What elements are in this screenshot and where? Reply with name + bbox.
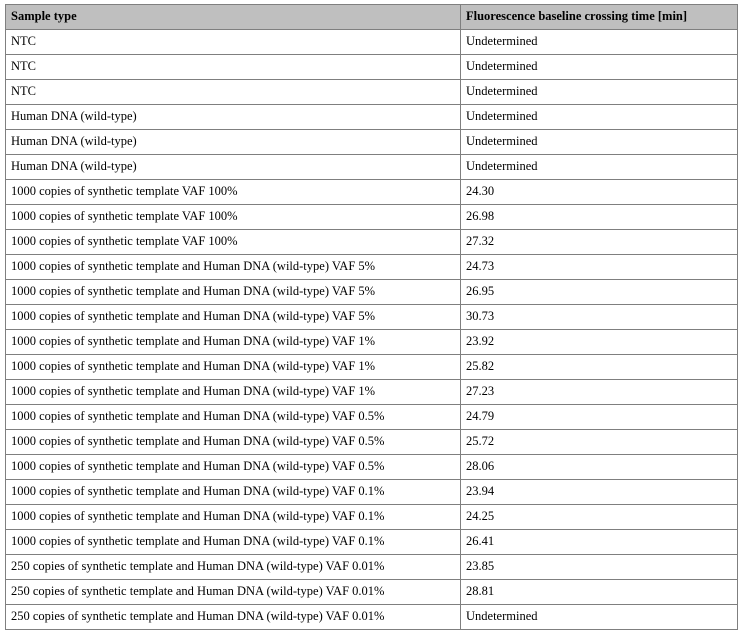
- cell-crossing-time: Undetermined: [461, 55, 738, 80]
- cell-sample-type: Human DNA (wild-type): [6, 155, 461, 180]
- table-row: [6, 105, 738, 130]
- column-header-crossing-time: Fluorescence baseline crossing time [min]: [461, 5, 738, 30]
- table-row: [6, 255, 738, 280]
- cell-sample-type: 1000 copies of synthetic template and Human DNA (wild-type) VAF 0.1%: [6, 480, 461, 505]
- table-row: [6, 180, 738, 205]
- results-table: [5, 4, 738, 630]
- cell-sample-type: 250 copies of synthetic template and Human DNA (wild-type) VAF 0.01%: [6, 555, 461, 580]
- cell-crossing-time: 23.92: [461, 330, 738, 355]
- cell-sample-type: 1000 copies of synthetic template and Human DNA (wild-type) VAF 0.5%: [6, 405, 461, 430]
- table-row: [6, 305, 738, 330]
- cell-sample-type: Human DNA (wild-type): [6, 130, 461, 155]
- cell-sample-type: NTC: [6, 30, 461, 55]
- cell-crossing-time: 26.95: [461, 280, 738, 305]
- cell-sample-type: 250 copies of synthetic template and Human DNA (wild-type) VAF 0.01%: [6, 580, 461, 605]
- cell-crossing-time: Undetermined: [461, 30, 738, 55]
- cell-crossing-time: 27.23: [461, 380, 738, 405]
- cell-sample-type: 1000 copies of synthetic template and Human DNA (wild-type) VAF 0.1%: [6, 505, 461, 530]
- table-row: [6, 330, 738, 355]
- cell-crossing-time: 24.79: [461, 405, 738, 430]
- cell-sample-type: 1000 copies of synthetic template VAF 100%: [6, 230, 461, 255]
- table-header: [6, 5, 738, 30]
- cell-sample-type: 1000 copies of synthetic template and Human DNA (wild-type) VAF 0.5%: [6, 430, 461, 455]
- table-row: [6, 455, 738, 480]
- cell-sample-type: 1000 copies of synthetic template and Human DNA (wild-type) VAF 1%: [6, 355, 461, 380]
- table-row: [6, 130, 738, 155]
- cell-crossing-time: 24.30: [461, 180, 738, 205]
- cell-crossing-time: Undetermined: [461, 80, 738, 105]
- table-header-row: [6, 5, 738, 30]
- cell-crossing-time: Undetermined: [461, 155, 738, 180]
- cell-crossing-time: 24.25: [461, 505, 738, 530]
- cell-sample-type: 1000 copies of synthetic template and Human DNA (wild-type) VAF 5%: [6, 255, 461, 280]
- cell-crossing-time: 23.94: [461, 480, 738, 505]
- table-row: [6, 555, 738, 580]
- table-row: [6, 30, 738, 55]
- cell-crossing-time: 28.81: [461, 580, 738, 605]
- cell-sample-type: 1000 copies of synthetic template and Human DNA (wild-type) VAF 5%: [6, 280, 461, 305]
- cell-crossing-time: Undetermined: [461, 605, 738, 630]
- cell-crossing-time: 25.82: [461, 355, 738, 380]
- cell-sample-type: 1000 copies of synthetic template and Human DNA (wild-type) VAF 5%: [6, 305, 461, 330]
- table-row: [6, 155, 738, 180]
- cell-crossing-time: Undetermined: [461, 130, 738, 155]
- table-row: [6, 430, 738, 455]
- table-row: [6, 205, 738, 230]
- cell-sample-type: 1000 copies of synthetic template and Human DNA (wild-type) VAF 0.1%: [6, 530, 461, 555]
- cell-sample-type: Human DNA (wild-type): [6, 105, 461, 130]
- table-row: [6, 530, 738, 555]
- cell-sample-type: 250 copies of synthetic template and Human DNA (wild-type) VAF 0.01%: [6, 605, 461, 630]
- table-row: [6, 405, 738, 430]
- cell-sample-type: 1000 copies of synthetic template and Human DNA (wild-type) VAF 1%: [6, 380, 461, 405]
- cell-sample-type: 1000 copies of synthetic template VAF 100%: [6, 205, 461, 230]
- cell-crossing-time: Undetermined: [461, 105, 738, 130]
- table-row: [6, 580, 738, 605]
- table-row: [6, 480, 738, 505]
- table-body: [6, 30, 738, 630]
- cell-sample-type: NTC: [6, 80, 461, 105]
- table-row: [6, 355, 738, 380]
- cell-crossing-time: 30.73: [461, 305, 738, 330]
- cell-crossing-time: 25.72: [461, 430, 738, 455]
- cell-crossing-time: 28.06: [461, 455, 738, 480]
- table-row: [6, 505, 738, 530]
- cell-sample-type: NTC: [6, 55, 461, 80]
- table-row: [6, 280, 738, 305]
- table-row: [6, 55, 738, 80]
- cell-crossing-time: 24.73: [461, 255, 738, 280]
- cell-sample-type: 1000 copies of synthetic template and Human DNA (wild-type) VAF 1%: [6, 330, 461, 355]
- cell-sample-type: 1000 copies of synthetic template VAF 100%: [6, 180, 461, 205]
- cell-crossing-time: 26.41: [461, 530, 738, 555]
- cell-sample-type: 1000 copies of synthetic template and Human DNA (wild-type) VAF 0.5%: [6, 455, 461, 480]
- table-row: [6, 605, 738, 630]
- column-header-sample-type: Sample type: [6, 5, 461, 30]
- table-row: [6, 80, 738, 105]
- cell-crossing-time: 23.85: [461, 555, 738, 580]
- cell-crossing-time: 27.32: [461, 230, 738, 255]
- cell-crossing-time: 26.98: [461, 205, 738, 230]
- table-row: [6, 230, 738, 255]
- table-row: [6, 380, 738, 405]
